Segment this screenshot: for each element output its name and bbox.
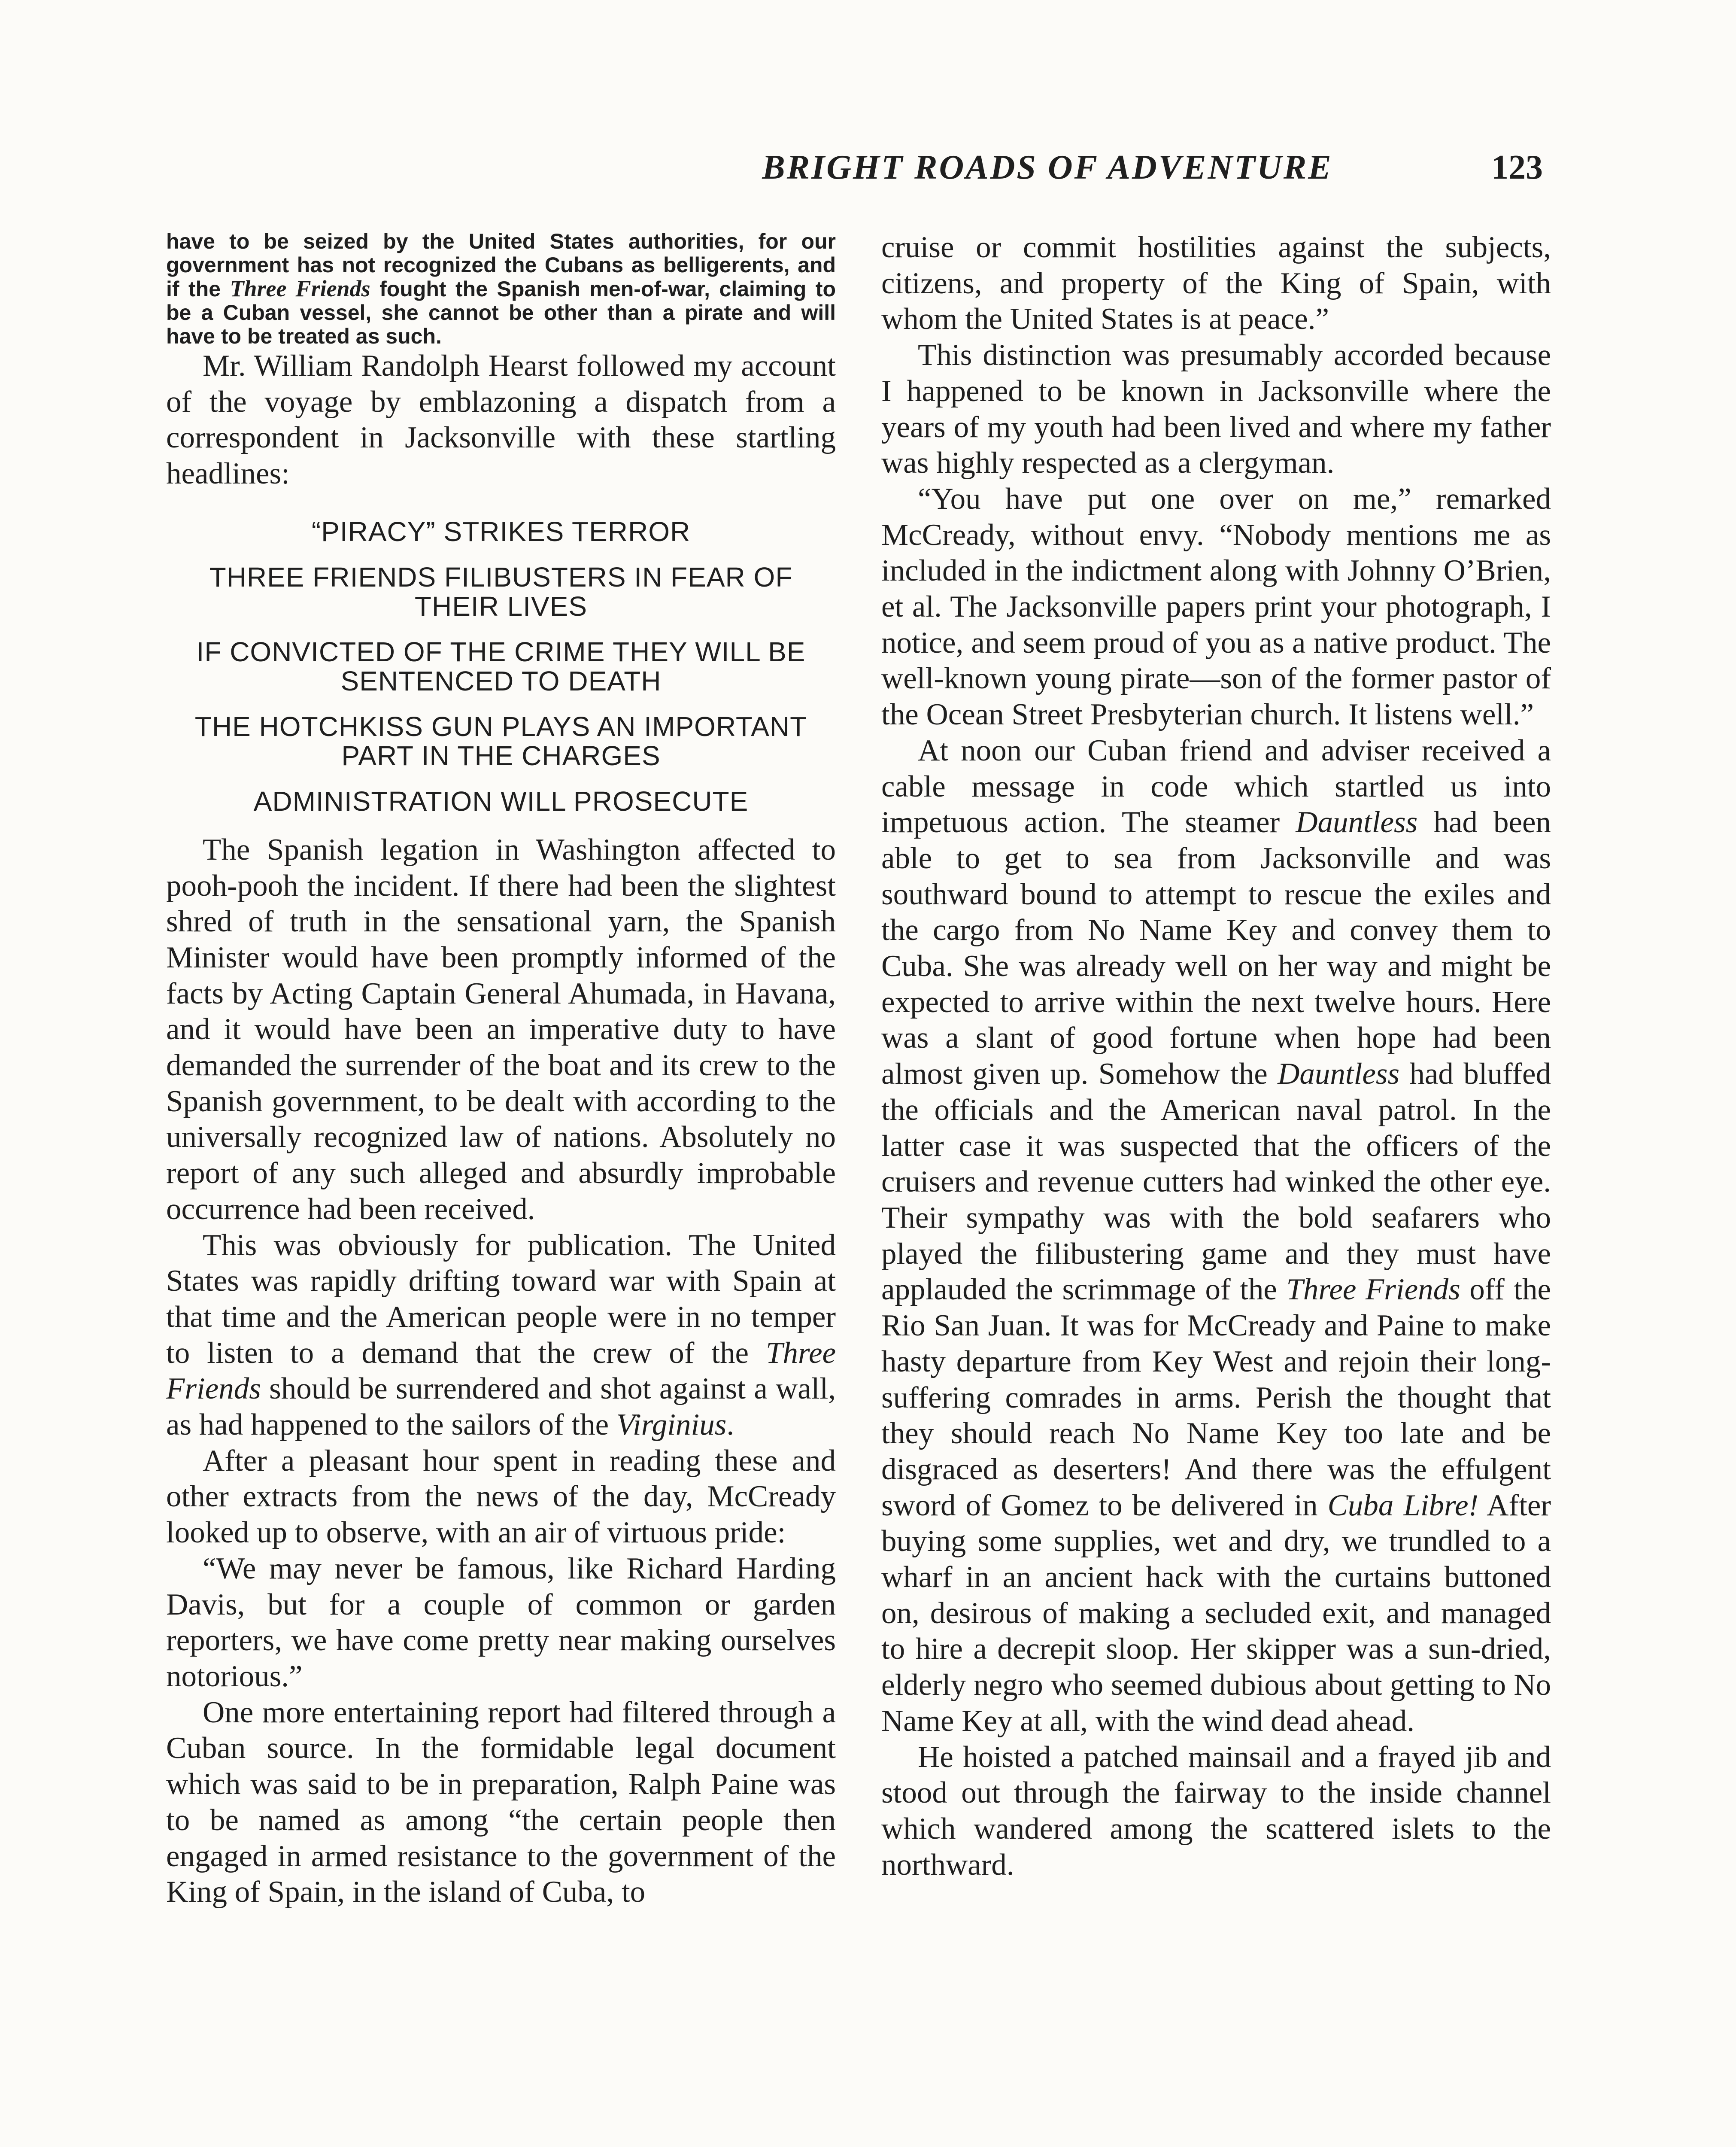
left-column <box>166 230 836 1910</box>
newspaper-headline: IF CONVICTED OF THE CRIME THEY WILL BE SENTENCED TO DEATH <box>196 636 806 696</box>
quoted-extract: have to be seized by the United States authorities, for our government has not recognized the Cubans as belligerents, and if the Three Friends fought the Spanish men-of-war, claiming to be a Cuban vessel, she cannot be other than a pirate and will have to be treated as such. <box>166 229 836 348</box>
newspaper-headline: ADMINISTRATION WILL PROSECUTE <box>253 785 749 817</box>
paragraph: The Spanish legation in Washington affected to pooh-pooh the incident. If there had been the slightest shred of truth in the sensational yarn, the Spanish Minister would have been promptly informed of the facts by Acting Captain General Ahumada, in Havana, and it would have been an imperative duty to have demanded the surrender of the boat and its crew to the Spanish government, to be dealt with according to the universally recognized law of nations. Absolutely no report of any such alleged and absurdly improbable occurrence had been received. <box>166 833 836 1226</box>
right-column <box>881 230 1551 1883</box>
paragraph: “You have put one over on me,” remarked McCready, without envy. “Nobody mentions me as included in the indictment along with Johnny O’Brien, et al. The Jacksonville papers print your photograph, I notice, and seem proud of you as a native product. The well-known young pirate—son of the former pastor of the Ocean Street Presbyterian church. It listens well.” <box>881 482 1551 732</box>
paragraph: Mr. William Randolph Hearst followed my account of the voyage by emblazoning a dispatch from a correspondent in Jacksonville with these startling headlines: <box>166 349 836 491</box>
newspaper-headline: THREE FRIENDS FILIBUSTERS IN FEAR OF THEIR LIVES <box>209 561 793 622</box>
running-header: BRIGHT ROADS OF ADVENTURE <box>762 149 1333 186</box>
paragraph: One more entertaining report had filtered through a Cuban source. In the formidable legal document which was said to be in preparation, Ralph Paine was to be named as among “the certain people then engaged in armed resistance to the government of the King of Spain, in the island of Cuba, to <box>166 1695 836 1909</box>
paragraph: After a pleasant hour spent in reading these and other extracts from the news of the day, McCready looked up to observe, with an air of virtuous pride: <box>166 1444 836 1550</box>
paragraph: “We may never be famous, like Richard Harding Davis, but for a couple of common or garden reporters, we have come pretty near making ourselves notorious.” <box>166 1551 836 1693</box>
paragraph: cruise or commit hostilities against the subjects, citizens, and property of the King of Spain, with whom the United States is at peace.” <box>881 231 1551 336</box>
paragraph: This was obviously for publication. The United States was rapidly drifting toward war with Spain at that time and the American people were in no temper to listen to a demand that the crew of the Three Friends should be surrendered and shot against a wall, as had happened to the sailors of the Virginius. <box>166 1228 836 1442</box>
paragraph: At noon our Cuban friend and adviser received a cable message in code which startled us into impetuous action. The steamer Dauntless had been able to get to sea from Jacksonville and was southward bound to attempt to rescue the exiles and the cargo from No Name Key and convey them to Cuba. She was already well on her way and might be expected to arrive within the next twelve hours. Here was a slant of good fortune when hope had been almost given up. Somehow the Dauntless had bluffed the officials and the American naval patrol. In the latter case it was suspected that the officers of the cruisers and revenue cutters had winked the other eye. Their sympathy was with the bold seafarers who played the filibustering game and they must have applauded the scrimmage of the Three Friends off the Rio San Juan. It was for McCready and Paine to make hasty departure from Key West and rejoin their long-suffering comrades in arms. Perish the thought that they should reach No Name Key too late and be disgraced as deserters! And there was the effulgent sword of Gomez to be delivered in Cuba Libre! After buying some supplies, wet and dry, we trundled to a wharf in an ancient hack with the curtains buttoned on, desirous of making a secluded exit, and managed to hire a decrepit sloop. Her skipper was a sun-dried, elderly negro who seemed dubious about getting to No Name Key at all, with the wind dead ahead. <box>881 733 1551 1738</box>
newspaper-headline: THE HOTCHKISS GUN PLAYS AN IMPORTANT PART IN THE CHARGES <box>194 711 807 771</box>
paragraph: This distinction was presumably accorded because I happened to be known in Jacksonville where the years of my youth had been lived and where my father was highly respected as a clergyman. <box>881 338 1551 480</box>
page-number: 123 <box>1491 149 1543 186</box>
newspaper-headline: “PIRACY” STRIKES TERROR <box>311 516 691 547</box>
paragraph: He hoisted a patched mainsail and a frayed jib and stood out through the fairway to the inside channel which wandered among the scattered islets to the northward. <box>881 1740 1551 1882</box>
